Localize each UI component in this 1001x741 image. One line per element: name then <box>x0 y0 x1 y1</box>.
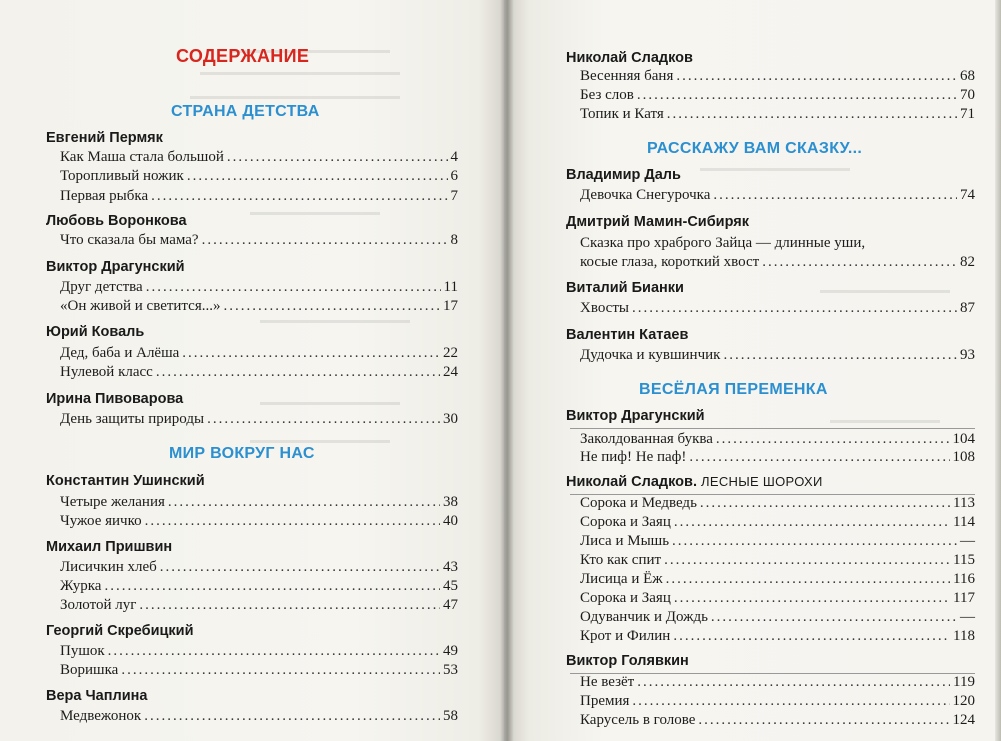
leader-dots <box>160 557 440 577</box>
toc-entry[interactable]: Хвосты ..... 87 <box>580 298 975 318</box>
toc-entry[interactable]: Журка ..... 45 <box>60 576 458 596</box>
author-name: Константин Ушинский <box>46 473 205 489</box>
toc-entry[interactable]: Сорока и Заяц ..... 117 <box>580 588 975 608</box>
leader-dots <box>711 607 957 627</box>
leader-dots <box>202 230 448 250</box>
leader-dots <box>674 588 950 608</box>
leader-dots <box>762 252 957 272</box>
author-name: Виктор Голявкин <box>566 653 689 669</box>
leader-dots <box>144 706 440 726</box>
author-name: Юрий Коваль <box>46 324 145 340</box>
toc-entry[interactable]: Сорока и Заяц ..... 114 <box>580 512 975 532</box>
leader-dots <box>168 492 440 512</box>
toc-entry[interactable]: Дед, баба и Алёша ..... 22 <box>60 343 458 363</box>
toc-entry[interactable]: Кто как спит ..... 115 <box>580 550 975 570</box>
author-name: Ирина Пивоварова <box>46 391 184 407</box>
toc-entry[interactable]: «Он живой и светится...» ..... 17 <box>60 296 458 316</box>
leader-dots <box>156 362 440 382</box>
section-heading: МИР ВОКРУГ НАС <box>169 445 315 462</box>
toc-entry[interactable]: косые глаза, короткий хвост ..... 82 <box>580 252 975 272</box>
section-heading: РАССКАЖУ ВАМ СКАЗКУ... <box>647 140 863 157</box>
leader-dots <box>666 569 950 589</box>
author-name: Виктор Драгунский <box>566 408 705 424</box>
toc-entry[interactable]: Дудочка и кувшинчик ..... 93 <box>580 345 975 365</box>
author-name: Дмитрий Мамин-Сибиряк <box>566 214 749 230</box>
section-heading: ВЕСЁЛАЯ ПЕРЕМЕНКА <box>639 381 828 398</box>
toc-entry[interactable]: Как Маша стала большой ..... 4 <box>60 147 458 167</box>
toc-entry[interactable]: Что сказала бы мама? ..... 8 <box>60 230 458 250</box>
leader-dots <box>667 104 957 124</box>
leader-dots <box>674 512 950 532</box>
leader-dots <box>700 493 950 513</box>
toc-entry[interactable]: Не везёт ..... 119 <box>580 672 975 692</box>
toc-entry[interactable]: Весенняя баня ..... 68 <box>580 66 975 86</box>
toc-entry[interactable]: День защиты природы ..... 30 <box>60 409 458 429</box>
author-name: Валентин Катаев <box>566 327 689 343</box>
toc-entry[interactable]: Не пиф! Не паф! ..... 108 <box>580 447 975 467</box>
leader-dots <box>121 660 440 680</box>
leader-dots <box>716 429 950 449</box>
leader-dots <box>223 296 440 316</box>
author-name: Вера Чаплина <box>46 688 148 704</box>
toc-entry[interactable]: Первая рыбка ..... 7 <box>60 186 458 206</box>
author-name: Николай Сладков <box>566 50 693 66</box>
author-name: Виктор Драгунский <box>46 259 185 275</box>
leader-dots <box>145 511 440 531</box>
toc-entry[interactable]: Сорока и Медведь ..... 113 <box>580 493 975 513</box>
toc-entry[interactable]: Пушок ..... 49 <box>60 641 458 661</box>
toc-entry[interactable]: Заколдованная буква ..... 104 <box>580 429 975 449</box>
leader-dots <box>637 85 957 105</box>
leader-dots <box>632 691 949 711</box>
cycle-title: ЛЕСНЫЕ ШОРОХИ <box>701 474 823 489</box>
leader-dots <box>637 672 950 692</box>
leader-dots <box>672 531 957 551</box>
toc-entry[interactable]: Лиса и Мышь ..... — <box>580 531 975 551</box>
toc-entry[interactable]: Без слов ..... 70 <box>580 85 975 105</box>
author-name: Георгий Скребицкий <box>46 623 194 639</box>
leader-dots <box>664 550 950 570</box>
toc-entry[interactable]: Карусель в голове ..... 124 <box>580 710 975 730</box>
leader-dots <box>182 343 440 363</box>
leader-dots <box>698 710 949 730</box>
author-name: Николай Сладков. ЛЕСНЫЕ ШОРОХИ <box>566 474 823 490</box>
toc-entry[interactable]: Лисица и Ёж ..... 116 <box>580 569 975 589</box>
toc-entry[interactable]: Крот и Филин ..... 118 <box>580 626 975 646</box>
toc-entry[interactable]: Четыре желания ..... 38 <box>60 492 458 512</box>
leader-dots <box>146 277 441 297</box>
toc-entry[interactable]: Нулевой класс ..... 24 <box>60 362 458 382</box>
toc-entry-line[interactable]: Сказка про храброго Зайца — длинные уши, <box>580 235 866 251</box>
leader-dots <box>673 626 950 646</box>
author-name: Любовь Воронкова <box>46 213 187 229</box>
author-name: Виталий Бианки <box>566 280 684 296</box>
leader-dots <box>187 166 448 186</box>
toc-entry[interactable]: Воришка ..... 53 <box>60 660 458 680</box>
leader-dots <box>227 147 448 167</box>
author-name: Евгений Пермяк <box>46 130 163 146</box>
toc-entry[interactable]: Лисичкин хлеб ..... 43 <box>60 557 458 577</box>
leader-dots <box>676 66 957 86</box>
leader-dots <box>713 185 957 205</box>
author-name: Владимир Даль <box>566 167 681 183</box>
leader-dots <box>108 641 440 661</box>
toc-entry[interactable]: Топик и Катя ..... 71 <box>580 104 975 124</box>
leader-dots <box>632 298 957 318</box>
page-edge <box>995 0 1001 741</box>
toc-entry[interactable]: Премия ..... 120 <box>580 691 975 711</box>
leader-dots <box>104 576 440 596</box>
leader-dots <box>689 447 949 467</box>
toc-entry[interactable]: Друг детства ..... 11 <box>60 277 458 297</box>
toc-entry[interactable]: Чужое яичко ..... 40 <box>60 511 458 531</box>
book-gutter-shadow <box>500 0 514 741</box>
toc-entry[interactable]: Одуванчик и Дождь ..... — <box>580 607 975 627</box>
section-heading: СТРАНА ДЕТСТВА <box>171 103 320 120</box>
toc-entry[interactable]: Девочка Снегурочка ..... 74 <box>580 185 975 205</box>
toc-entry[interactable]: Медвежонок ..... 58 <box>60 706 458 726</box>
contents-title: СОДЕРЖАНИЕ <box>176 46 310 66</box>
toc-entry[interactable]: Золотой луг ..... 47 <box>60 595 458 615</box>
author-name: Михаил Пришвин <box>46 539 173 555</box>
leader-dots <box>723 345 957 365</box>
leader-dots <box>139 595 440 615</box>
leader-dots <box>151 186 447 206</box>
toc-entry[interactable]: Торопливый ножик ..... 6 <box>60 166 458 186</box>
leader-dots <box>207 409 440 429</box>
